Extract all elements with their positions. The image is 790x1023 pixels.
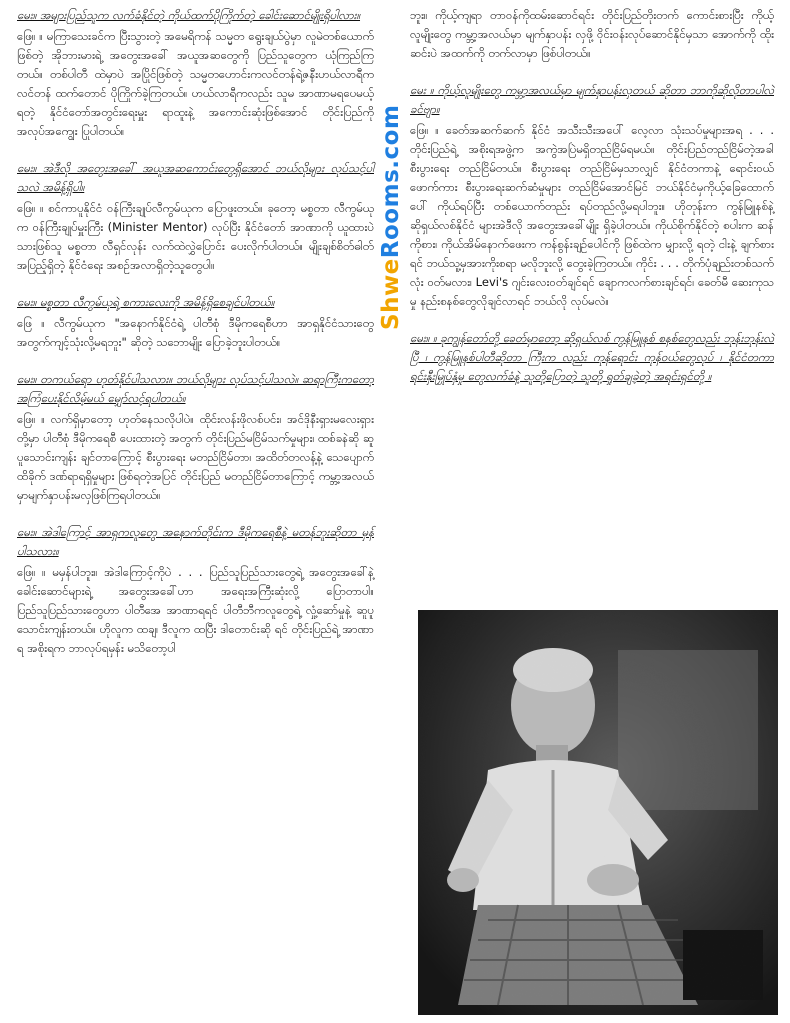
qa-block: [17, 6, 374, 141]
answer-text: ဖြေ။ ။ မကြာသေးခင်က ပြီးသွားတဲ့ အမေရိကန် သမ္မတ ရွေးချယ်ပွဲမှာ လူမဲတစ်ယောက်ဖြစ်တဲ့ အိုဘားမားရဲ့ အတွေးအခေါ် အယူအဆတွေကို ပြည်သူတွေက ယုံကြည်ကြတယ်။ တစ်ပါတီ ထဲမှာပဲ အပြိုင်ဖြစ်တဲ့ သမ္မတဟောင်းကလင်တန်ရဲ့ဇနီးဟယ်လာရီကလင်တန် ထက်တောင် ပိုကြိုက်ခဲ့ကြတယ်။ ဟယ်လာရီကလည်း သူမ အာဏာမရပေမယ့် ရတဲ့ နိုင်ငံတော်အတွင်းရေးမှူး ရာထူးနဲ့ အကောင်းဆုံးဖြစ်အောင် တိုင်းပြည်ကို အလုပ်အကျွေး ပြုပါတယ်။: [17, 29, 374, 138]
site-watermark: [372, 104, 410, 330]
answer-text: ဖြေ။ ။ စင်ကာပူနိုင်ငံ ဝန်ကြီးချုပ်လီကွမ်ယုက ပြောဖူးတယ်။ ခုတော့ မစ္စတာ လီကွမ်ယုက ဝန်ကြီးချုပ်မှူးကြီး (Minister Mentor) လုပ်ပြီး နိုင်ငံတော် အာဏာကို ယူထားပဲ သားဖြစ်သူ မစ္စတာ လီရှင်လုန်း လက်ထဲလွှဲပြောင်း ပေးလိုက်ပါတယ်။ မျိုးချစ်စိတ်ဓါတ် အပြည့်ရှိတဲ့ နိုင်ငံရေး အစဉ်အလာရှိတဲ့သူတွေပါ။: [17, 201, 374, 272]
qa-block: [17, 293, 374, 352]
question-text: မေး။ အဲဒီလို အတွေးအခေါ် အယူအဆကောင်းတွေရှိအောင် ဘယ်လိုများ လုပ်သင့်ပါသလဲ အမိန့်ရှိပါ။: [17, 161, 374, 194]
qa-block: [17, 159, 374, 275]
question-text: မေး။ မစ္စတာ လီကွမ်ယုရဲ့ စကားလေးကို အမိန့်ရှိစေချင်ပါတယ်။: [17, 295, 275, 309]
portrait-photo-icon: [418, 610, 778, 1015]
question-text: မေး။ ။ ခုကျွန်တော်တို့ ခေတ်မှာတော့ ဆိုရှယ်လစ် ကွန်မြူနစ် စနစ်တွေလည်း ဘုန်းဘုန်းလဲပြီ ၊ ကွန်မြူနစ်ပါတီဆိုတာ ကြီးက လည်း ကုန်ရောင်း ကုန်ဝယ်တွေလုပ် ၊ နိုင်ငံတကာ ရင်းနှီးမြှုပ်နှံမှု တွေလက်ခံနဲ့ သူတို့ပြောတဲ့ သူတို့ ရှုတ်ချခဲ့တဲ့ အရင်းရှင်တို့ ။: [410, 331, 774, 383]
portrait-photo: [418, 610, 778, 1015]
answer-text: ဖြေ။ ။ လက်ရှိမှာတော့ ဟုတ်နေသလိုပါပဲ။ ထိုင်းလန်းဖိုလစ်ပင်း၊ အင်ဒိုနီးရှားမလေးရှား တို့မှာ ပါတီစုံ ဒီမိုကရေစီ ပေးထားတဲ့ အတွက် တိုင်းပြည်မငြိမ်သက်မှုများ၊ ထစ်ခနဲဆို ဆူပူသောင်းကျန်း ချင်တာကြောင့် စီးပွားရေး မတည်ငြိမ်တာ၊ အထိတ်တလန့်နဲ့ သေပျောက်ထိခိုက် ဒဏ်ရာရရှိမှုများ ဖြစ်ရတဲ့အပြင် တိုင်းပြည် မတည်ငြိမ်တာကြောင့် ကမ္ဘာ့အလယ်မှာမျက်နှာပန်းမလှဖြစ်ကြရပါတယ်။: [17, 412, 374, 502]
answer-text: ဘူး။ ကိုယ့်ကျရာ တာဝန်ကိုထမ်းဆောင်ရင်း တိုင်းပြည်တိုးတက် ကောင်းစားပြီး ကိုယ့်လူမျိုးတွေ ကမ္ဘာ့အလယ်မှာ မျက်နှာပန်း လှဖို့ ဝိုင်းဝန်းလုပ်ဆောင်နိုင်မှသာ အောက်ကို ထိုးဆင်းပဲ အထက်ကို တက်လာမှာ ဖြစ်ပါတယ်။: [410, 8, 774, 60]
qa-block: [410, 81, 774, 311]
qa-block: [410, 329, 774, 386]
right-column: [410, 6, 774, 404]
continued-paragraph: [410, 6, 774, 63]
qa-block: [17, 523, 374, 658]
question-text: မေး။ အဲဒါကြောင့် အာရှကလူတွေ အနောက်တိုင်းက ဒီမိုကရေစီနဲ့ မတန်ဘူးဆိုတာ မှန်ပါသလား။: [17, 525, 374, 558]
question-text: မေး။ တကယ်ရော ဟုတ်နိုင်ပါသလား။ ဘယ်လိုများ လုပ်သင့်ပါသလဲ။ ဆရာကြီးကတော့ အကြံပေးနိုင်လိမ့်မယ် မျှော်လင့်ရပါတယ်။: [17, 372, 374, 405]
left-column: [17, 6, 374, 676]
answer-text: ဖြေ။ ။ ခေတ်အဆက်ဆက် နိုင်ငံ အသီးသီးအပေါ် လေ့လာ သုံးသပ်မှုများအရ . . . တိုင်းပြည်ရဲ့ အစိုးရအဖွဲ့က အကွဲအပြဲမရှိတည်ငြိမ်ရမယ်။ တိုင်းပြည်တည်ငြိမ်တဲ့အခါ စီးပွားရေး တည်ငြိမ်တယ်။ စီးပွားရေး တည်ငြိမ်မှသာလျှင် နိုင်ငံတကာနဲ့ ရောင်းဝယ် ဖောက်ကား စီးပွားရေးဆက်ဆံမှုများ တည်ငြိမ်အောင်မြင် ဘယ်နိုင်ငံမှကိုယ့်ခြေထောက်ပေါ် ကိုယ်ရပ်ပြီး တစ်ယောက်တည်း ရပ်တည်လို့မရပါဘူး။ ဟိုတုန်းက ကွန်မြူနစ်နဲ့ ဆိုရှယ်လစ်နိုင်ငံ များအဲဒီလို အတွေးအခေါ်မျိုး ရှိခဲ့ပါတယ်။ ကိုယ်စိုက်နိုင်တဲ့ စပါးက ဆန်ကိုစား၊ ကိုယ်အိမ်နောက်ဖေးက ကန်စွန်းချဉ်ပေါင်ကို ဖြစ်ထဲက မျှားလို့ ရတဲ့ ငါးနဲ့ ချက်စားရင် ဘယ်သူ့မှအားကိုးစရာ မလိုဘူးလို့ တွေးခဲ့ကြတယ်။ ကိုင်း . . . တိုက်ပုံချည်းတစ်သက်လုံး ဝတ်မလား၊ Levi's ဂျင်းလေးဝတ်ချင်ရင် ချောကလက်စားချင်ရင်၊ ခေတ်မီ ဆေးကုသမှု နည်းစနစ်တွေလိုချင်လာရင် ဘယ်လို လုပ်မလဲ။: [410, 123, 774, 308]
watermark-part-one: Shwe: [378, 258, 404, 330]
watermark-part-two: Rooms.com: [378, 104, 404, 259]
answer-text: ဖြေ။ ။ မမှန်ပါဘူး။ အဲဒါကြောင့်ကိုပဲ . . . ပြည်သူပြည်သားတွေရဲ့ အတွေးအခေါ်နဲ့ ခေါင်းဆောင်များရဲ့ အတွေးအခေါ်ဟာ အရေးအကြီးဆုံးလို့ ပြောတာပါ။ ပြည်သူပြည်သားတွေဟာ ပါတီအေ အာဏာရရင် ပါတီဘီကလူတွေရဲ့ လှုံ့ဆော်မှုနဲ့ ဆူပူ သောင်းကျန်းတယ်။ ဟိုလူက ထချ၊ ဒီလူက ထပြီး ဒါတောင်းဆို ရင် တိုင်းပြည်ရဲ့ အာဏာရ အစိုးရက ဘာလုပ်ရမှန်း မသိတော့ပါ: [17, 565, 374, 655]
question-text: မေး ။ ကိုယ့်လူမျိုးတွေ ကမ္ဘာ့အလယ်မှာ မျက်နှာပန်းလှတယ် ဆိုတာ ဘာကိုဆိုလိုတာပါလဲခင်ဗျာ။: [410, 83, 774, 116]
qa-block: [17, 370, 374, 505]
answer-text: ဖြေ ။ လီကွမ်ယုက "အနောက်နိုင်ငံရဲ့ ပါတီစုံ ဒီမိုကရေစီဟာ အာရှနိုင်ငံသားတွေ အတွက်ကျင့်သုံးလို့မရဘူး" ဆိုတဲ့ သဘောမျိုး ပြောခဲ့ဘူးပါတယ်။: [17, 316, 374, 349]
question-text: မေး။ အများပြည်သူက လက်ခံနိုင်တဲ့ ကိုယ်ထက်ပိုကြိုက်တဲ့ ခေါင်းဆောင်မျိုးရှိပါလား။: [17, 8, 361, 22]
